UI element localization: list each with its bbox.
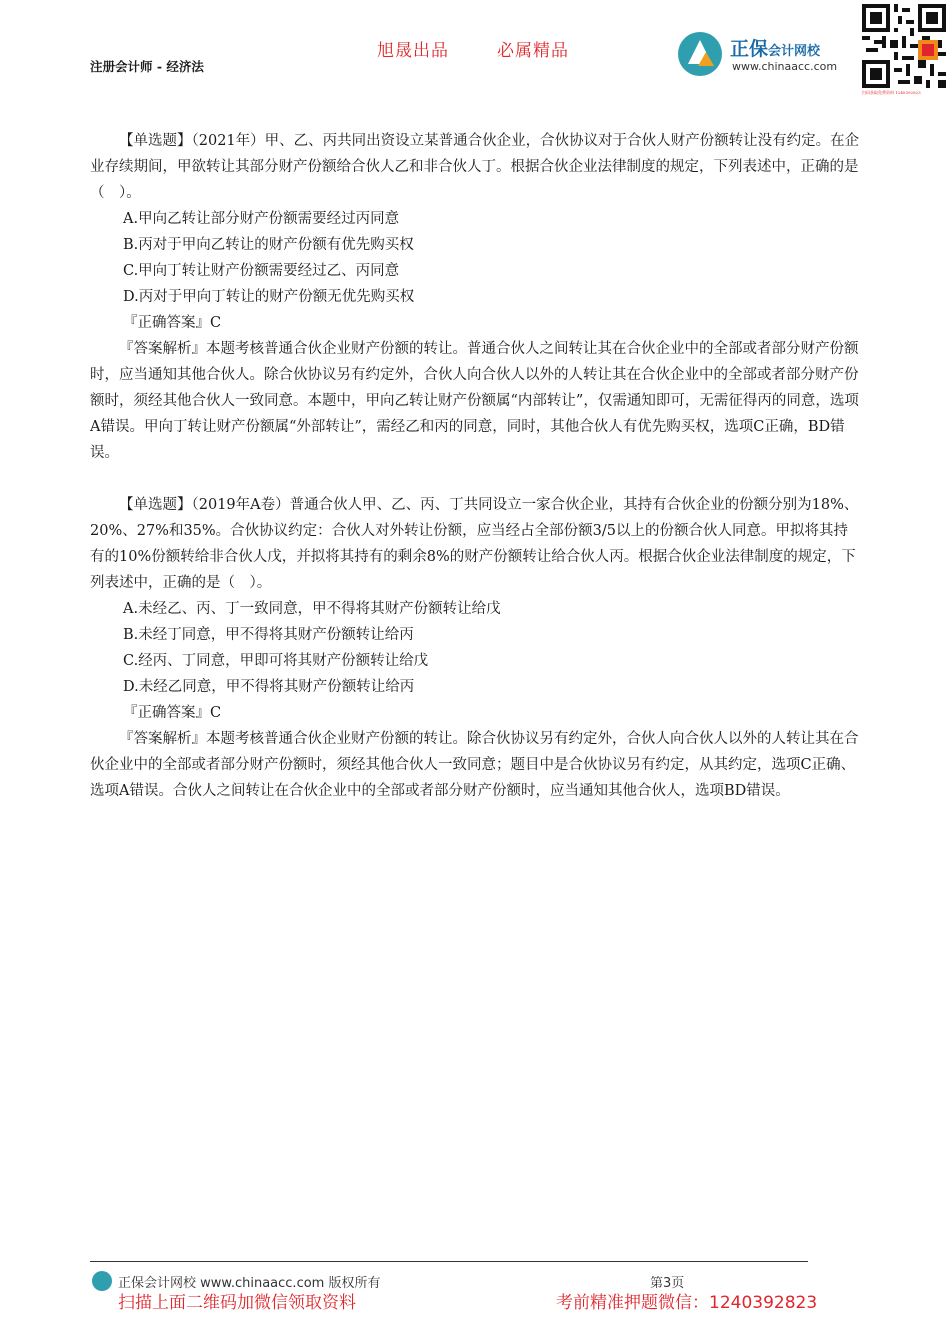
logo-url: www.chinaacc.com <box>732 60 838 73</box>
option-b: B.未经丁同意，甲不得将其财产份额转让给丙 <box>123 627 414 643</box>
option-d: D.丙对于甲向丁转让的财产份额无优先购买权 <box>123 289 415 305</box>
option-c: C.甲向丁转让财产份额需要经过乙、丙同意 <box>123 263 400 279</box>
slogan-left: 旭晟出品 <box>377 41 449 61</box>
option-d: D.未经乙同意，甲不得将其财产份额转让给丙 <box>123 679 415 695</box>
logo-mark-icon <box>678 32 722 76</box>
question-stem: 【单选题】（2019年A卷）普通合伙人甲、乙、丙、丁共同设立一家合伙企业，其持有合伙企业的份额分别为18%、20%、27%和35%。合伙协议约定：合伙人对外转让份额，应当经占全部份额3/5以上的份额合伙人同意。甲拟将其持有的10%份额转给非合伙人戊，并拟将其持有的剩余8%的财产份额转让给合伙人丙。根据合伙企业法律制度的规定，下列表述中，正确的是（ ）。 <box>90 497 859 591</box>
correct-answer: 『正确答案』C <box>123 705 222 721</box>
qr-code-icon <box>862 4 946 88</box>
footer-copyright: 正保会计网校 www.chinaacc.com 版权所有 <box>118 1276 381 1291</box>
page-number: 第3页 <box>650 1276 685 1291</box>
option-a: A.甲向乙转让部分财产份额需要经过丙同意 <box>123 211 400 227</box>
footer-logo-icon <box>92 1271 112 1291</box>
question-content <box>90 128 860 804</box>
promo-right: 考前精准押题微信：1240392823 <box>556 1293 818 1313</box>
correct-answer: 『正确答案』C <box>123 315 222 331</box>
footer-divider <box>90 1261 808 1262</box>
question-stem: 【单选题】（2021年）甲、乙、丙共同出资设立某普通合伙企业，合伙协议对于合伙人财产份额转让没有约定。在企业存续期间，甲欲转让其部分财产份额给合伙人乙和非合伙人丁。根据合伙企业法律制度的规定，下列表述中，正确的是（ ）。 <box>90 133 860 201</box>
option-c: C.经丙、丁同意，甲即可将其财产份额转让给戊 <box>123 653 429 669</box>
option-a: A.未经乙、丙、丁一致同意，甲不得将其财产份额转让给戊 <box>123 601 501 617</box>
promo-left: 扫描上面二维码加微信领取资料 <box>118 1293 356 1313</box>
course-title: 注册会计师 - 经济法 <box>90 59 204 74</box>
answer-analysis: 『答案解析』本题考核普通合伙企业财产份额的转让。普通合伙人之间转让其在合伙企业中的全部或者部分财产份额时，应当通知其他合伙人。除合伙协议另有约定外，合伙人向合伙人以外的人转让其在合伙企业中的全部或者部分财产份额时，须经其他合伙人一致同意。本题中，甲向乙转让财产份额属“内部转让”，仅需通知即可，无需征得丙的同意，选项A错误。甲向丁转让财产份额属“外部转让”，需经乙和丙的同意，同时，其他合伙人有优先购买权，选项C正确，BD错误。 <box>90 341 859 461</box>
answer-analysis: 『答案解析』本题考核普通合伙企业财产份额的转让。除合伙协议另有约定外，合伙人向合伙人以外的人转让其在合伙企业中的全部或者部分财产份额时，须经其他合伙人一致同意；题目中是合伙协议另有约定，从其约定，选项C正确、选项A错误。合伙人之间转让在合伙企业中的全部或者部分财产份额时，应当通知其他合伙人，选项BD错误。 <box>90 731 859 799</box>
brand-logo <box>678 32 858 78</box>
option-b: B.丙对于甲向乙转让的财产份额有优先购买权 <box>123 237 414 253</box>
logo-name: 正保会计网校 <box>730 38 821 60</box>
qr-caption: 扫码获取免费资料 1240392823 <box>862 90 921 95</box>
slogan-right: 必属精品 <box>497 41 569 61</box>
